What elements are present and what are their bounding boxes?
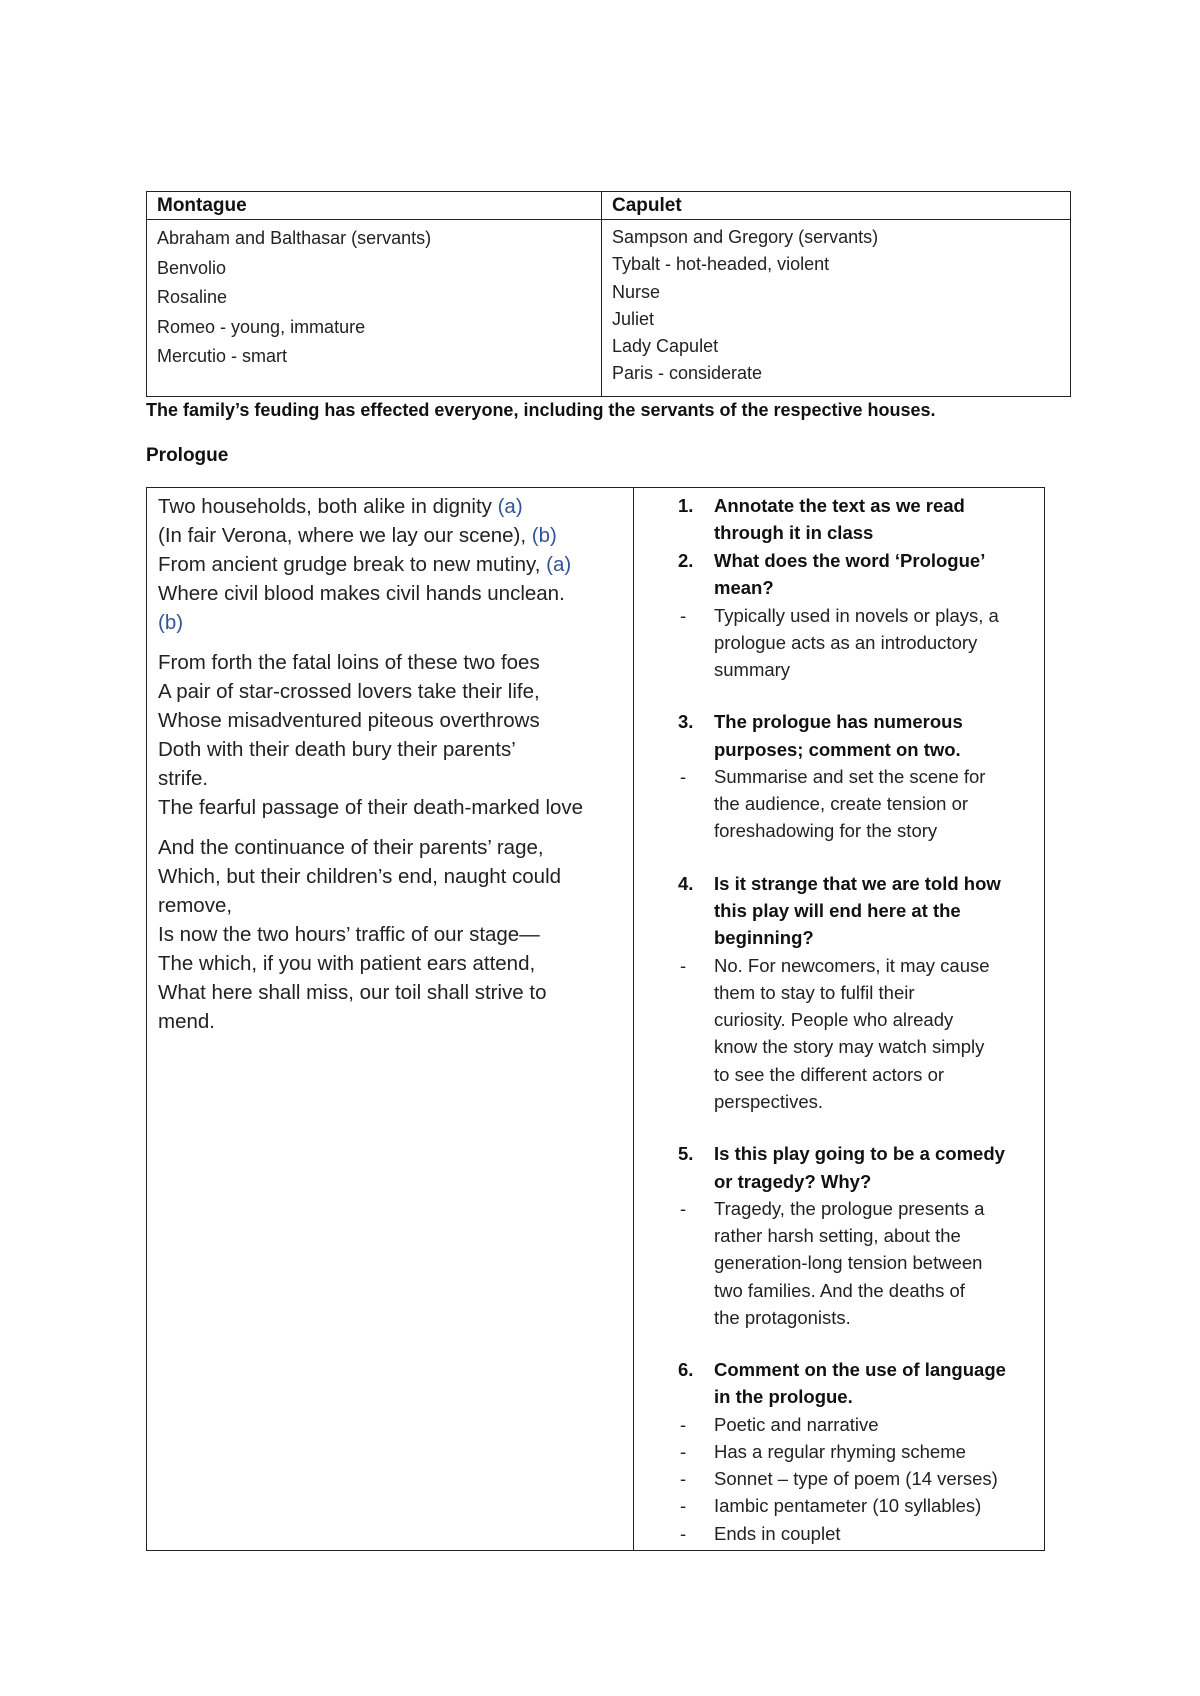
question-item — [678, 1140, 1032, 1195]
feud-summary: The family’s feuding has effected everyone, including the servants of the respective houses. — [146, 400, 936, 420]
section-title: Prologue — [146, 445, 229, 466]
capulet-member: Juliet — [612, 308, 655, 329]
answer-text: to see the different actors or — [714, 1063, 945, 1085]
question-text: mean? — [714, 577, 774, 599]
rhyme-annotation: (b) — [158, 611, 184, 634]
question-item — [678, 547, 1032, 602]
answer-bullet — [678, 1438, 1032, 1465]
poem-line: Which, but their children’s end, naught could — [158, 865, 562, 888]
answer-bullet — [678, 1492, 1032, 1519]
answer-text: know the story may watch simply — [714, 1036, 985, 1058]
question-text: Is it strange that we are told how — [714, 872, 1001, 894]
answer-bullet — [678, 602, 1032, 684]
poem-line — [158, 521, 623, 550]
capulet-header: Capulet — [602, 192, 1070, 220]
families-table — [146, 191, 1071, 397]
dash-bullet: - — [680, 1468, 687, 1490]
answer-text: them to stay to fulfil their — [714, 982, 915, 1004]
rhyme-annotation: (a) — [546, 553, 572, 576]
answer-bullet — [678, 763, 1032, 845]
answer-bullet — [678, 1195, 1032, 1331]
questions-column — [634, 488, 1044, 1550]
poem-line: The fearful passage of their death-marked love — [158, 796, 584, 819]
question-text: in the prologue. — [714, 1386, 853, 1408]
question-text: Is this play going to be a comedy — [714, 1143, 1005, 1165]
question-number: 1. — [678, 495, 694, 516]
dash-bullet: - — [680, 1522, 687, 1544]
question-text: purposes; comment on two. — [714, 738, 961, 760]
answer-text: Typically used in novels or plays, a — [714, 604, 999, 626]
question-text: or tragedy? Why? — [714, 1170, 872, 1192]
poem-line: Is now the two hours’ traffic of our stage— — [158, 923, 540, 946]
poem-line: The which, if you with patient ears attend, — [158, 952, 536, 975]
poem-line: strife. — [158, 767, 209, 790]
question-text: beginning? — [714, 927, 814, 949]
prologue-table — [146, 487, 1045, 1551]
question-text: What does the word ‘Prologue’ — [714, 549, 986, 571]
poem-line: mend. — [158, 1010, 215, 1033]
dash-bullet: - — [680, 1413, 687, 1435]
answer-text: rather harsh setting, about the — [714, 1225, 961, 1247]
poem-line: And the continuance of their parents’ rage, — [158, 836, 544, 859]
answer-text: Sonnet – type of poem (14 verses) — [714, 1468, 998, 1490]
question-number: 3. — [678, 711, 694, 733]
poem-line — [158, 608, 623, 637]
capulet-member: Tybalt - hot-headed, violent — [612, 254, 830, 275]
montague-member: Romeo - young, immature — [157, 316, 366, 337]
capulet-member: Lady Capulet — [612, 336, 719, 357]
answer-text: Poetic and narrative — [714, 1413, 879, 1435]
poem-line: Doth with their death bury their parents’ — [158, 738, 516, 761]
poem-line: A pair of star-crossed lovers take their life, — [158, 680, 540, 703]
answer-text: foreshadowing for the story — [714, 820, 938, 842]
poem-column — [147, 488, 634, 1550]
question-item — [678, 492, 1032, 547]
answer-text: generation-long tension between — [714, 1252, 983, 1274]
dash-bullet: - — [680, 766, 687, 788]
montague-member: Mercutio - smart — [157, 346, 288, 366]
poem-line — [158, 550, 623, 579]
question-text: The prologue has numerous — [714, 711, 963, 733]
montague-member: Benvolio — [157, 257, 227, 278]
question-item — [678, 708, 1032, 763]
question-text: Comment on the use of language — [714, 1358, 1006, 1380]
poem-line: remove, — [158, 894, 233, 917]
poem-text: Two households, both alike in dignity — [158, 495, 498, 518]
question-text: this play will end here at the — [714, 900, 961, 922]
poem-line — [158, 492, 623, 521]
dash-bullet: - — [680, 954, 687, 976]
montague-member: Rosaline — [157, 287, 228, 307]
dash-bullet: - — [680, 1495, 687, 1517]
question-item — [678, 1356, 1032, 1411]
dash-bullet: - — [680, 1197, 687, 1219]
answer-text: two families. And the deaths of — [714, 1279, 965, 1301]
answer-text: Summarise and set the scene for — [714, 766, 986, 788]
question-item — [678, 870, 1032, 952]
capulet-list — [602, 220, 1070, 396]
question-number: 2. — [678, 549, 694, 571]
answer-bullet — [678, 1465, 1032, 1492]
poem-text: From ancient grudge break to new mutiny, — [158, 553, 547, 576]
answer-bullet — [678, 1520, 1032, 1547]
question-text: Annotate the text as we read — [714, 495, 965, 516]
answer-text: Has a regular rhyming scheme — [714, 1440, 966, 1462]
montague-member: Abraham and Balthasar (servants) — [157, 228, 432, 248]
answer-text: perspectives. — [714, 1090, 823, 1112]
answer-text: the audience, create tension or — [714, 793, 969, 815]
answer-text: the protagonists. — [714, 1306, 851, 1328]
answer-bullet — [678, 1411, 1032, 1438]
question-number: 5. — [678, 1143, 694, 1165]
answer-text: summary — [714, 659, 791, 681]
poem-text: (In fair Verona, where we lay our scene), — [158, 524, 532, 547]
question-number: 6. — [678, 1358, 694, 1380]
rhyme-annotation: (a) — [497, 495, 523, 518]
answer-text: Tragedy, the prologue presents a — [714, 1197, 985, 1219]
rhyme-annotation: (b) — [531, 524, 557, 547]
answer-text: Ends in couplet — [714, 1522, 841, 1544]
poem-line: What here shall miss, our toil shall strive to — [158, 981, 547, 1004]
question-text: through it in class — [714, 522, 874, 544]
answer-text: curiosity. People who already — [714, 1009, 954, 1031]
capulet-member: Paris - considerate — [612, 363, 763, 384]
answer-text: prologue acts as an introductory — [714, 631, 978, 653]
answer-bullet — [678, 952, 1032, 1115]
capulet-member: Nurse — [612, 281, 661, 302]
answer-text: Iambic pentameter (10 syllables) — [714, 1495, 982, 1517]
montague-header: Montague — [147, 192, 602, 220]
poem-line: Where civil blood makes civil hands unclean. — [158, 582, 565, 605]
answer-text: No. For newcomers, it may cause — [714, 954, 990, 976]
poem-line: Whose misadventured piteous overthrows — [158, 709, 540, 732]
dash-bullet: - — [680, 1440, 687, 1462]
poem-line: From forth the fatal loins of these two foes — [158, 651, 540, 674]
dash-bullet: - — [680, 604, 687, 626]
capulet-member: Sampson and Gregory (servants) — [612, 227, 879, 247]
question-number: 4. — [678, 872, 694, 894]
montague-list — [147, 220, 602, 396]
